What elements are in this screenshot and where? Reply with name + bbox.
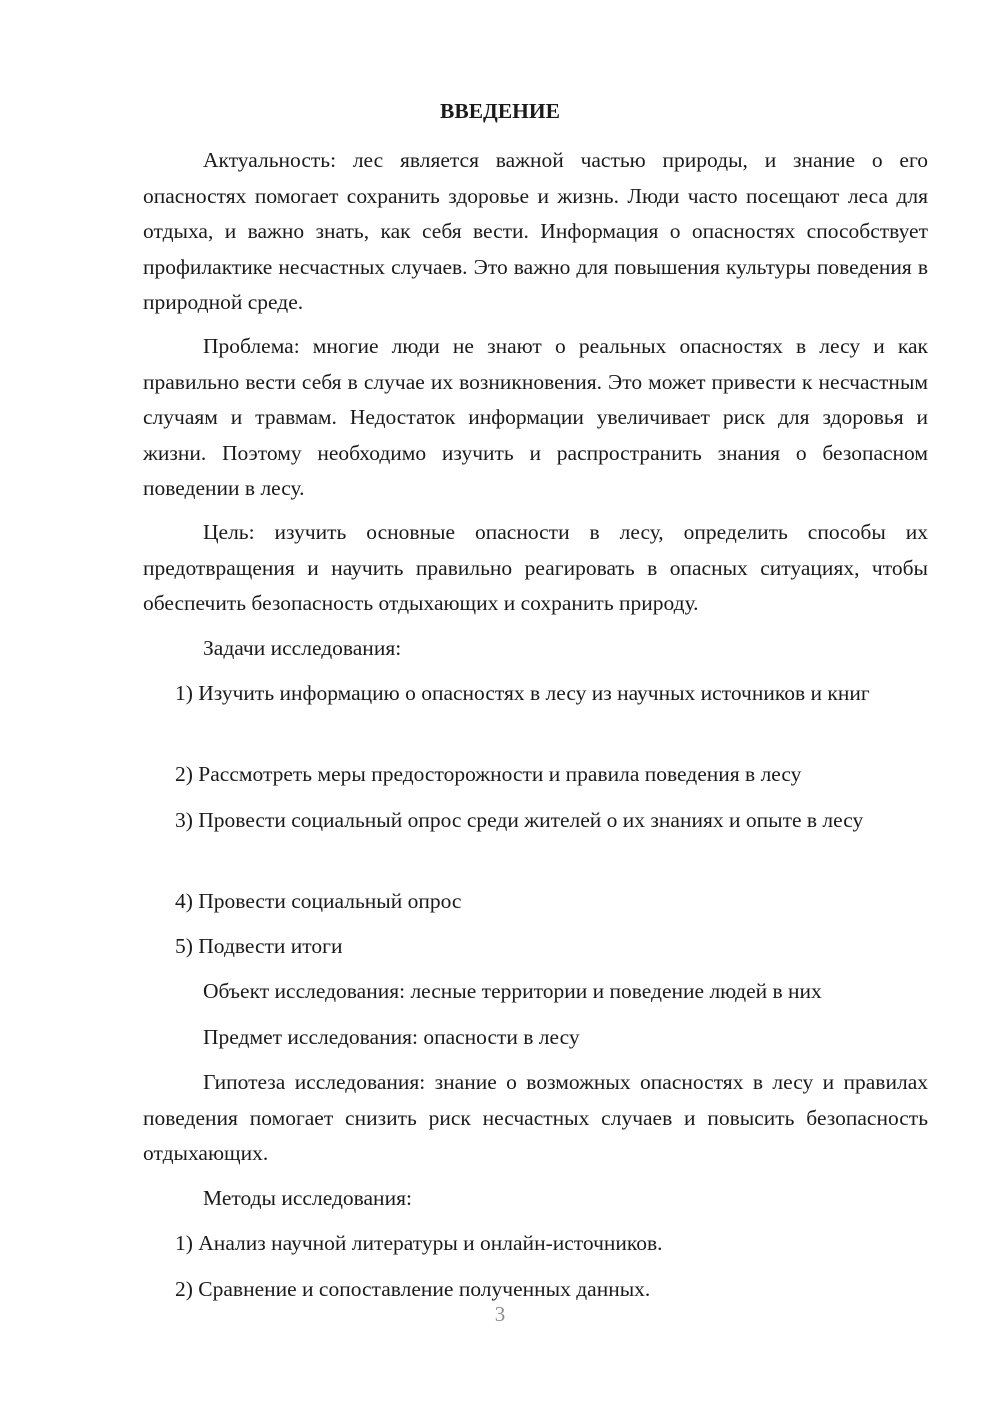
section-title: ВВЕДЕНИЕ xyxy=(440,99,560,123)
goal-paragraph: Цель: изучить основные опасности в лесу, определить способы их предотвращения и научить правильно реагировать в опасных ситуациях, чтобы обеспечить безопасность отдыхающих и сохранить природу. xyxy=(143,520,928,615)
method-item-2: 2) Сравнение и сопоставление полученных данных. xyxy=(175,1277,651,1301)
task-item-1: 1) Изучить информацию о опасностях в лесу из научных источников и книг xyxy=(175,681,870,705)
task-item-2: 2) Рассмотреть меры предосторожности и правила поведения в лесу xyxy=(175,762,802,786)
problem-paragraph: Проблема: многие люди не знают о реальных опасностях в лесу и как правильно вести себя в случае их возникновения. Это может привести к несчастным случаям и травмам. Недостаток информации увеличивает риск для здоровья и жизни. Поэтому необходимо изучить и распространить знания о безопасном поведении в лесу. xyxy=(143,334,928,500)
subject-paragraph: Предмет исследования: опасности в лесу xyxy=(203,1025,580,1049)
hypothesis-paragraph: Гипотеза исследования: знание о возможных опасностях в лесу и правилах поведения помогает снизить риск несчастных случаев и повысить безопасность отдыхающих. xyxy=(143,1070,928,1165)
task-item-3: 3) Провести социальный опрос среди жителей о их знаниях и опыте в лесу xyxy=(175,808,864,832)
object-paragraph: Объект исследования: лесные территории и поведение людей в них xyxy=(203,979,822,1003)
tasks-heading: Задачи исследования: xyxy=(203,636,402,660)
method-item-1: 1) Анализ научной литературы и онлайн-источников. xyxy=(175,1231,663,1255)
page-number: 3 xyxy=(494,1302,506,1326)
relevance-paragraph: Актуальность: лес является важной частью природы, и знание о его опасностях помогает сохранить здоровье и жизнь. Люди часто посещают леса для отдыха, и важно знать, как себя вести. Информация о опасностях способствует профилактике несчастных случаев. Это важно для повышения культуры поведения в природной среде. xyxy=(143,148,928,314)
methods-heading: Методы исследования: xyxy=(203,1186,412,1210)
task-item-5: 5) Подвести итоги xyxy=(175,934,343,958)
task-item-4: 4) Провести социальный опрос xyxy=(175,889,462,913)
